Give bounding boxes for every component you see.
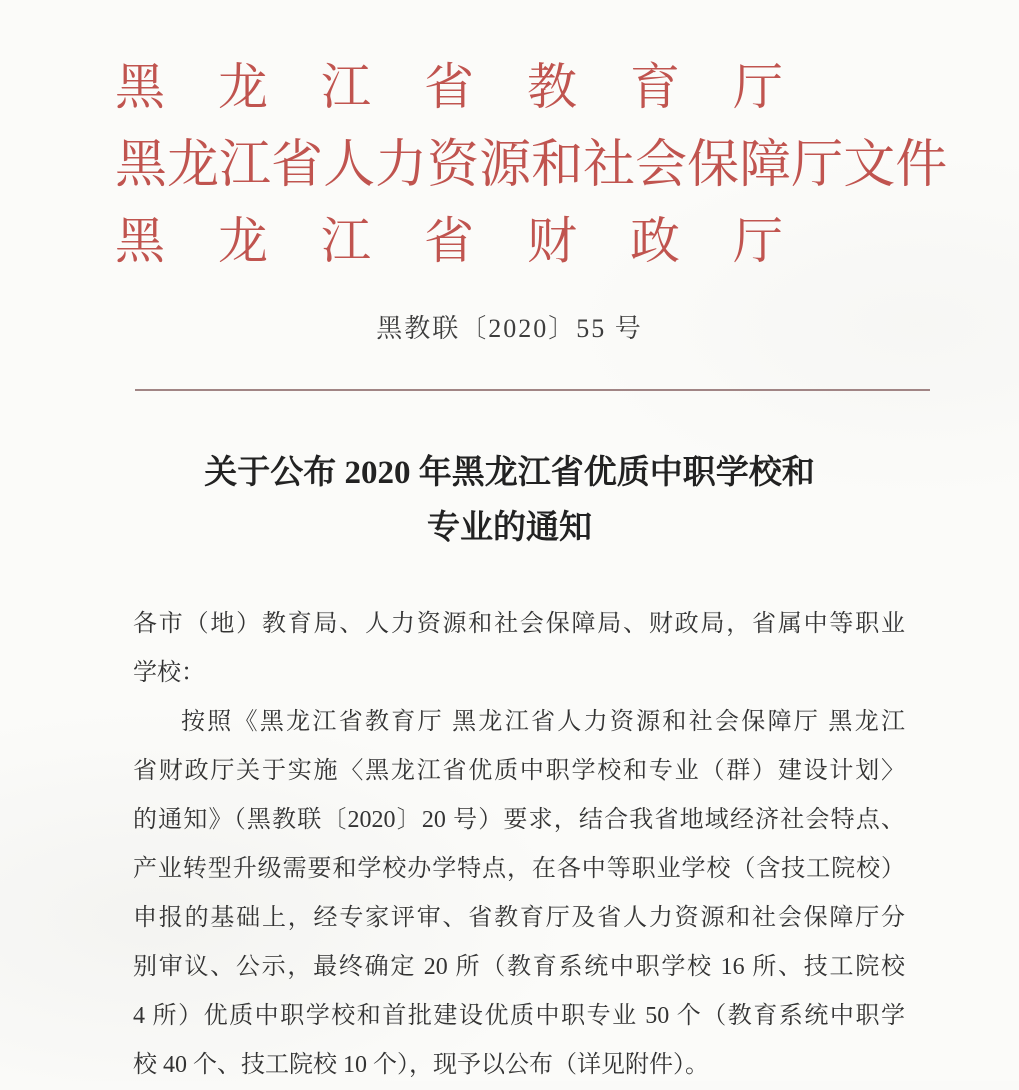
body-text-line: 学校： [133, 660, 205, 686]
document-title-line-2: 专业的通知 [427, 510, 592, 546]
document-title [0, 446, 1019, 556]
header-agency-line-hrss-document: 黑 龙 江 省 人 力 资 源 和 社 会 保 障 厅 文 件 [115, 137, 948, 194]
header-agency-line-education: 黑 龙 江 省 教 育 厅 [115, 58, 783, 115]
body-text-line: 的通知》（黑教联〔2020〕20 号）要求，结合我省地域经济社会特点、 [133, 807, 905, 833]
document-number: 黑教联〔2020〕55 号 [376, 314, 643, 343]
red-letterhead [115, 44, 948, 275]
document-body [133, 600, 905, 1090]
body-text-line: 4 所）优质中职学校和首批建设优质中职专业 50 个（教育系统中职学 [133, 1003, 905, 1029]
body-text-line: 按照《黑龙江省教育厅 黑龙江省人力资源和社会保障厅 黑龙江 [181, 709, 905, 735]
body-text-line: 产业转型升级需要和学校办学特点，在各中等职业学校（含技工院校） [133, 856, 905, 882]
document-title-line-1: 关于公布 2020 年黑龙江省优质中职学校和 [204, 455, 815, 491]
body-text-line: 别审议、公示，最终确定 20 所（教育系统中职学校 16 所、技工院校 [133, 954, 905, 980]
body-text-line: 省财政厅关于实施〈黑龙江省优质中职学校和专业（群）建设计划〉 [133, 758, 905, 784]
header-agency-line-finance: 黑 龙 江 省 财 政 厅 [115, 212, 783, 269]
body-text-line: 申报的基础上，经专家评审、省教育厅及省人力资源和社会保障厅分 [133, 905, 905, 931]
body-text-line: 各市（地）教育局、人力资源和社会保障局、财政局，省属中等职业 [133, 611, 905, 637]
red-divider-line [135, 389, 930, 391]
body-text-line: 校 40 个、技工院校 10 个），现予以公布（详见附件）。 [133, 1052, 709, 1078]
